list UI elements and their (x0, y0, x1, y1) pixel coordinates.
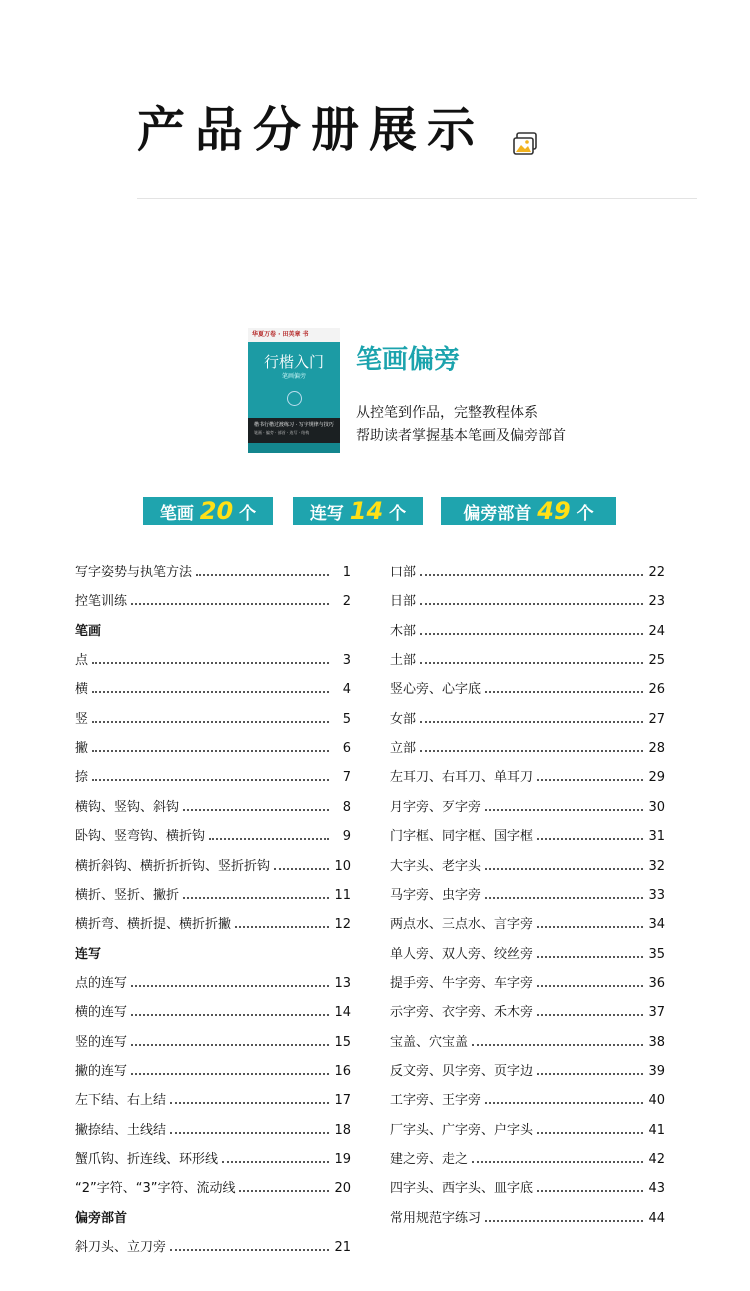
toc-page-number: 23 (648, 594, 665, 610)
product-desc-line: 帮助读者掌握基本笔画及偏旁部首 (356, 428, 566, 444)
toc-leader-dots (485, 868, 643, 870)
toc-leader-dots (170, 1249, 329, 1251)
toc-leader-dots (222, 1161, 329, 1163)
book-cover (248, 328, 340, 453)
toc-entry (75, 1062, 351, 1082)
toc-entry (390, 1179, 665, 1199)
toc-entry-label: 口部 (390, 565, 417, 580)
toc-entry-label: 反文旁、贝字旁、页字边 (390, 1063, 534, 1079)
toc-page-number: 32 (648, 858, 665, 874)
toc-leader-dots (183, 897, 329, 899)
toc-page-number: 38 (648, 1034, 665, 1050)
toc-entry-label: 竖的连写 (75, 1034, 128, 1050)
toc-entry (390, 710, 665, 730)
toc-entry (390, 768, 665, 788)
toc-leader-dots (420, 633, 643, 635)
toc-entry (75, 592, 351, 612)
toc-entry (75, 1033, 351, 1053)
toc-entry (390, 798, 665, 818)
image-icon (512, 131, 538, 157)
badge-linked (293, 497, 423, 525)
toc-leader-dots (131, 985, 329, 987)
product-title: 笔画偏旁 (356, 345, 461, 375)
toc-entry-label: 横 (75, 682, 89, 698)
toc-page-number: 3 (342, 653, 351, 669)
toc-entry (75, 651, 351, 671)
toc-page-number: 5 (342, 711, 351, 727)
badge-strokes (143, 497, 273, 525)
cover-bottom-line2: 笔画 · 偏旁 · 部首 · 连写 · 结构 (254, 430, 310, 435)
toc-leader-dots (537, 838, 643, 840)
toc-entry (75, 1091, 351, 1111)
cover-title: 行楷入门 (263, 353, 324, 371)
badge-number: 20 (199, 497, 234, 525)
toc-entry-label: 左下结、右上结 (75, 1093, 167, 1109)
toc-section-heading (75, 1209, 351, 1229)
toc-page-number: 44 (648, 1210, 665, 1226)
toc-entry (75, 827, 351, 847)
toc-entry-label: 点的连写 (75, 975, 128, 991)
toc-page-number: 6 (342, 741, 351, 757)
toc-leader-dots (92, 750, 329, 752)
cover-subtitle: 笔画偏旁 (281, 373, 306, 380)
toc-entry (75, 739, 351, 759)
toc-entry-label: 偏旁部首 (75, 1210, 128, 1226)
toc-entry (390, 915, 665, 935)
toc-entry (390, 945, 665, 965)
toc-entry-label: 写字姿势与执笔方法 (75, 565, 193, 580)
toc-leader-dots (209, 838, 329, 840)
toc-page-number: 30 (648, 799, 665, 815)
toc-page-number: 19 (334, 1152, 351, 1167)
toc-page-number: 31 (648, 829, 665, 845)
toc-leader-dots (92, 779, 329, 781)
toc-entry-label: 竖 (75, 711, 89, 727)
toc-entry (75, 886, 351, 906)
toc-entry (390, 1150, 665, 1170)
cover-footer (248, 443, 340, 453)
toc-entry-label: 卧钩、竖弯钩、横折钩 (75, 829, 206, 845)
product-description (356, 402, 566, 448)
toc-entry-label: 控笔训练 (75, 594, 128, 610)
badge-label: 笔画 (159, 504, 194, 524)
toc-entry (75, 768, 351, 788)
toc-page-number: 43 (648, 1181, 665, 1197)
toc-entry (75, 1150, 351, 1170)
toc-entry-label: 撇的连写 (75, 1063, 128, 1079)
toc-entry-label: 月字旁、歹字旁 (390, 799, 482, 815)
toc-page-number: 17 (334, 1093, 351, 1109)
cover-seal (287, 391, 302, 406)
toc-leader-dots (485, 691, 643, 693)
badge-number: 49 (537, 497, 571, 525)
toc-leader-dots (196, 574, 329, 576)
toc-entry (390, 592, 665, 612)
toc-leader-dots (131, 1014, 329, 1016)
toc-entry (390, 1091, 665, 1111)
toc-leader-dots (537, 1014, 643, 1016)
toc-entry-label: 宝盖、穴宝盖 (390, 1034, 469, 1050)
toc-entry (390, 563, 665, 583)
toc-leader-dots (537, 779, 643, 781)
toc-entry (390, 827, 665, 847)
toc-page-number: 42 (648, 1152, 665, 1167)
toc-leader-dots (239, 1190, 329, 1192)
toc-leader-dots (92, 662, 329, 664)
toc-page-number: 14 (334, 1005, 351, 1021)
toc-leader-dots (420, 721, 643, 723)
toc-page-number: 22 (648, 565, 665, 580)
toc-entry-label: 两点水、三点水、言字旁 (390, 917, 534, 933)
toc-entry-label: 撇 (75, 741, 89, 757)
toc-entry-label: 横折弯、横折提、横折折撇 (75, 917, 232, 933)
toc-leader-dots (131, 1044, 329, 1046)
toc-leader-dots (472, 1161, 643, 1163)
toc-leader-dots (537, 1132, 643, 1134)
toc-leader-dots (170, 1132, 329, 1134)
toc-entry-label: 马字旁、虫字旁 (390, 887, 482, 903)
toc-entry-label: 笔画 (75, 623, 102, 639)
toc-leader-dots (485, 1102, 643, 1104)
toc-entry (75, 710, 351, 730)
toc-page-number: 12 (334, 917, 351, 933)
toc-leader-dots (420, 574, 643, 576)
cover-bottom-line1: 楷书行楷过渡练习 · 写字规律与技巧 (254, 422, 334, 428)
toc-entry-label: 四字头、西字头、皿字底 (390, 1181, 534, 1197)
toc-page-number: 29 (648, 770, 665, 786)
badge-label: 偏旁部首 (463, 504, 532, 524)
toc-entry-label: 提手旁、牛字旁、车字旁 (390, 975, 534, 991)
toc-entry-label: 日部 (390, 594, 417, 610)
toc-section-heading (75, 945, 351, 965)
toc-entry-label: 示字旁、衣字旁、禾木旁 (390, 1005, 534, 1021)
toc-page-number: 11 (334, 887, 351, 903)
toc-leader-dots (485, 1220, 643, 1222)
toc-entry-label: 撇捺结、土线结 (75, 1122, 167, 1138)
toc-entry-label: 木部 (390, 623, 417, 639)
toc-entry-label: 点 (75, 653, 89, 669)
toc-entry-label: 连写 (75, 946, 102, 962)
toc-page-number: 35 (648, 946, 665, 962)
toc-entry-label: 建之旁、走之 (390, 1152, 469, 1167)
toc-leader-dots (485, 809, 643, 811)
toc-entry-label: 捺 (75, 770, 89, 786)
badge-unit: 个 (576, 504, 594, 524)
toc-entry-label: 大字头、老字头 (390, 858, 482, 874)
toc-leader-dots (537, 956, 643, 958)
badge-label: 连写 (309, 504, 344, 524)
toc-leader-dots (92, 691, 329, 693)
toc-entry (75, 857, 351, 877)
toc-entry (390, 739, 665, 759)
toc-leader-dots (131, 1073, 329, 1075)
toc-leader-dots (420, 603, 643, 605)
toc-leader-dots (420, 750, 643, 752)
toc-page-number: 41 (648, 1122, 665, 1138)
toc-page-number: 36 (648, 975, 665, 991)
toc-entry (75, 1003, 351, 1023)
toc-page-number: 16 (334, 1063, 351, 1079)
badge-unit: 个 (239, 504, 257, 524)
toc-entry (390, 886, 665, 906)
toc-page-number: 21 (334, 1240, 351, 1256)
toc-page-number: 10 (334, 858, 351, 874)
title-divider (137, 198, 697, 199)
page-title: 产品分册展示 (137, 102, 486, 158)
toc-page-number: 2 (342, 594, 351, 610)
toc-leader-dots (420, 662, 643, 664)
toc-entry-label: 竖心旁、心字底 (390, 682, 482, 698)
toc-entry-label: 横的连写 (75, 1005, 128, 1021)
toc-leader-dots (537, 1073, 643, 1075)
toc-entry-label: 工字旁、王字旁 (390, 1093, 482, 1109)
toc-entry (75, 1238, 351, 1258)
toc-entry-label: 横折、竖折、撇折 (75, 887, 180, 903)
toc-entry (390, 651, 665, 671)
toc-entry-label: 门字框、同字框、国字框 (390, 829, 534, 845)
toc-entry-label: 女部 (390, 711, 417, 727)
toc-page-number: 18 (334, 1122, 351, 1138)
toc-section-heading (75, 622, 351, 642)
toc-leader-dots (274, 868, 329, 870)
toc-entry (390, 1033, 665, 1053)
toc-page-number: 20 (334, 1181, 351, 1197)
toc-entry-label: 常用规范字练习 (390, 1210, 482, 1226)
toc-page-number: 9 (342, 829, 351, 845)
toc-leader-dots (472, 1044, 643, 1046)
toc-page-number: 26 (648, 682, 665, 698)
toc-entry (390, 1062, 665, 1082)
toc-leader-dots (485, 897, 643, 899)
toc-leader-dots (537, 985, 643, 987)
toc-page-number: 7 (342, 770, 351, 786)
toc-leader-dots (131, 603, 329, 605)
toc-page-number: 13 (334, 975, 351, 991)
toc-entry-label: 土部 (390, 653, 417, 669)
toc-page-number: 15 (334, 1034, 351, 1050)
toc-leader-dots (235, 926, 329, 928)
toc-entry (390, 857, 665, 877)
badge-unit: 个 (389, 504, 407, 524)
toc-page-number: 8 (342, 799, 351, 815)
toc-entry (390, 1121, 665, 1141)
toc-page-number: 25 (648, 653, 665, 669)
toc-entry (75, 1121, 351, 1141)
toc-entry (75, 680, 351, 700)
toc-entry-label: 横折斜钩、横折折折钩、竖折折钩 (75, 858, 271, 874)
toc-entry-label: 左耳刀、右耳刀、单耳刀 (390, 770, 534, 786)
toc-entry (75, 798, 351, 818)
toc-entry (75, 1179, 351, 1199)
badge-radicals (441, 497, 616, 525)
toc-entry-label: “2”字符、“3”字符、流动线 (75, 1181, 236, 1197)
toc-entry-label: 单人旁、双人旁、绞丝旁 (390, 946, 534, 962)
toc-page-number: 37 (648, 1005, 665, 1021)
toc-entry-label: 斜刀头、立刀旁 (75, 1240, 167, 1256)
toc-entry (390, 680, 665, 700)
toc-page-number: 33 (648, 887, 665, 903)
badge-number: 14 (349, 497, 384, 525)
toc-entry (390, 1003, 665, 1023)
toc-entry (390, 1209, 665, 1229)
cover-brand: 华夏万卷 · 田英章 书 (252, 331, 309, 338)
toc-entry-label: 蟹爪钩、折连线、环形线 (75, 1152, 219, 1167)
toc-page-number: 27 (648, 711, 665, 727)
toc-page-number: 39 (648, 1063, 665, 1079)
toc-leader-dots (183, 809, 329, 811)
toc-leader-dots (170, 1102, 329, 1104)
toc-entry-label: 立部 (390, 741, 417, 757)
toc-page-number: 4 (342, 682, 351, 698)
toc-leader-dots (92, 721, 329, 723)
toc-entry (390, 974, 665, 994)
toc-page-number: 40 (648, 1093, 665, 1109)
toc-entry-label: 厂字头、广字旁、户字头 (390, 1122, 534, 1138)
toc-entry (75, 915, 351, 935)
toc-page-number: 24 (648, 623, 665, 639)
toc-page-number: 1 (342, 565, 351, 580)
toc-leader-dots (537, 1190, 643, 1192)
toc-entry (75, 563, 351, 583)
toc-page-number: 28 (648, 741, 665, 757)
toc-entry-label: 横钩、竖钩、斜钩 (75, 799, 180, 815)
toc-page-number: 34 (648, 917, 665, 933)
product-desc-line: 从控笔到作品，完整教程体系 (356, 405, 538, 421)
toc-entry (75, 974, 351, 994)
toc-leader-dots (537, 926, 643, 928)
toc-entry (390, 622, 665, 642)
cover-bottom-band (248, 418, 340, 443)
